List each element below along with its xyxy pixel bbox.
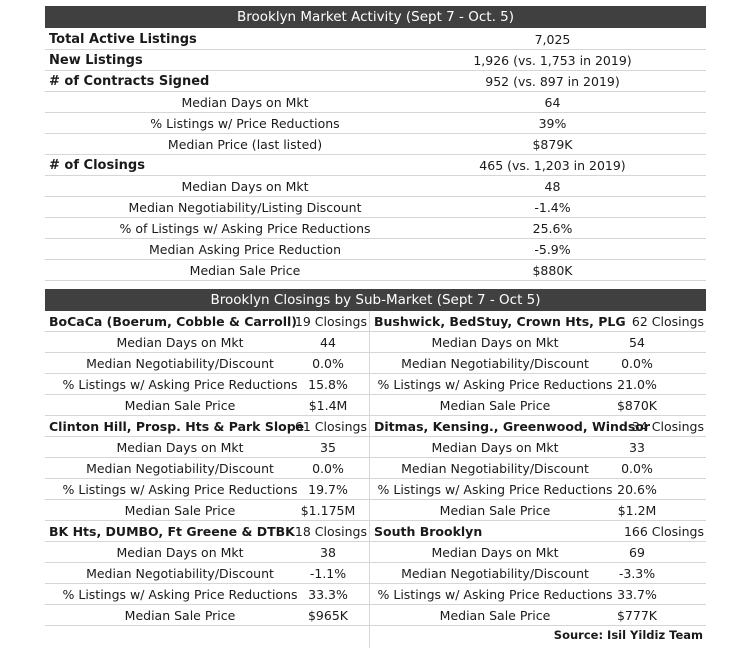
activity-row	[45, 218, 706, 239]
sub-market-block	[45, 521, 369, 626]
activity-label: Median Days on Mkt	[181, 179, 309, 194]
sub-market-name: South Brooklyn	[374, 524, 483, 539]
sub-market-metric-value: 44	[320, 335, 336, 350]
activity-value: 952 (vs. 897 in 2019)	[485, 74, 620, 89]
activity-row	[45, 155, 706, 176]
sub-market-metric-label: Median Sale Price	[439, 503, 551, 518]
sub-market-block	[370, 521, 706, 626]
activity-value: 7,025	[534, 32, 571, 47]
sub-market-metric-value: 20.6%	[617, 482, 657, 497]
activity-value: $880K	[532, 263, 573, 278]
sub-market-metric-label: Median Sale Price	[124, 503, 236, 518]
source-note: Source: Isil Yildiz Team	[553, 628, 703, 642]
sub-market-block	[45, 416, 369, 521]
sub-market-metric-value: $1.4M	[308, 398, 348, 413]
sub-market-metric-value: 33.7%	[617, 587, 657, 602]
activity-row	[45, 50, 706, 71]
market-activity-title: Brooklyn Market Activity (Sept 7 - Oct. 5)	[236, 9, 515, 25]
activity-row	[45, 239, 706, 260]
sub-market-metric-label: Median Days on Mkt	[116, 335, 244, 350]
sub-market-metric-value: 0.0%	[621, 356, 653, 371]
sub-market-metric-value: $777K	[616, 608, 657, 623]
sub-market-count: 166 Closings	[623, 524, 704, 539]
sub-market-metric-value: 54	[629, 335, 645, 350]
sub-market-block	[45, 311, 369, 416]
sub-market-metric-label: % Listings w/ Asking Price Reductions	[62, 482, 298, 497]
sub-market-metric-label: % Listings w/ Asking Price Reductions	[377, 482, 613, 497]
activity-row	[45, 113, 706, 134]
sub-market-metric-label: Median Negotiability/Discount	[401, 566, 589, 581]
sub-market-metric-value: $870K	[616, 398, 657, 413]
sub-market-metric-value: $1.175M	[300, 503, 356, 518]
sub-market-metric-value: 15.8%	[308, 377, 348, 392]
sub-market-metric-value: $1.2M	[617, 503, 657, 518]
sub-market-metric-label: Median Negotiability/Discount	[401, 461, 589, 476]
column-divider	[369, 311, 370, 648]
activity-value: -5.9%	[534, 242, 571, 257]
sub-market-name: BK Hts, DUMBO, Ft Greene & DTBK	[49, 524, 295, 539]
activity-value: $879K	[532, 137, 573, 152]
sub-market-metric-label: Median Negotiability/Discount	[401, 356, 589, 371]
activity-value: 1,926 (vs. 1,753 in 2019)	[473, 53, 632, 68]
sub-market-metric-value: 21.0%	[617, 377, 657, 392]
sub-market-metric-value: $965K	[307, 608, 348, 623]
sub-market-metric-value: 0.0%	[312, 356, 344, 371]
sub-market-metric-label: Median Days on Mkt	[431, 335, 559, 350]
activity-row	[45, 134, 706, 155]
activity-value: 25.6%	[532, 221, 573, 236]
activity-value: 48	[544, 179, 561, 194]
sub-market-metric-label: Median Negotiability/Discount	[86, 461, 274, 476]
activity-row	[45, 71, 706, 92]
sub-market-header	[45, 289, 706, 311]
sub-market-metric-label: Median Sale Price	[124, 608, 236, 623]
sub-market-name: BoCaCa (Boerum, Cobble & Carroll)	[49, 314, 298, 329]
sub-market-metric-value: 33.3%	[308, 587, 348, 602]
activity-label: # of Closings	[49, 158, 145, 173]
sub-market-metric-value: 69	[629, 545, 645, 560]
sub-market-metric-label: Median Days on Mkt	[431, 545, 559, 560]
sub-market-metric-label: Median Sale Price	[124, 398, 236, 413]
sub-market-metric-label: Median Sale Price	[439, 398, 551, 413]
sub-market-metric-value: 35	[320, 440, 336, 455]
activity-label: Median Days on Mkt	[181, 95, 309, 110]
sub-market-count: 18 Closings	[294, 524, 367, 539]
sub-market-metric-label: Median Negotiability/Discount	[86, 356, 274, 371]
activity-label: Median Sale Price	[189, 263, 301, 278]
sub-market-metric-value: -3.3%	[618, 566, 656, 581]
activity-label: Median Asking Price Reduction	[149, 242, 341, 257]
sub-market-block	[370, 416, 706, 521]
sub-market-metric-label: Median Negotiability/Discount	[86, 566, 274, 581]
market-activity-header	[45, 6, 706, 28]
activity-value: 64	[544, 95, 561, 110]
sub-market-metric-label: Median Days on Mkt	[431, 440, 559, 455]
sub-market-metric-value: 33	[629, 440, 645, 455]
activity-label: Total Active Listings	[49, 32, 197, 47]
sub-market-metric-value: 0.0%	[621, 461, 653, 476]
sub-market-metric-label: % Listings w/ Asking Price Reductions	[377, 377, 613, 392]
activity-row	[45, 176, 706, 197]
row-divider	[45, 280, 706, 281]
sub-market-metric-value: 38	[320, 545, 336, 560]
activity-row	[45, 197, 706, 218]
sub-market-metric-label: Median Sale Price	[439, 608, 551, 623]
activity-label: New Listings	[49, 53, 143, 68]
row-divider	[370, 625, 706, 626]
activity-label: % Listings w/ Price Reductions	[150, 116, 340, 131]
activity-row	[45, 92, 706, 113]
sub-market-name: Ditmas, Kensing., Greenwood, Windsor	[374, 419, 651, 434]
sub-market-name: Clinton Hill, Prosp. Hts & Park Slope	[49, 419, 305, 434]
activity-row	[45, 29, 706, 50]
activity-label: Median Negotiability/Listing Discount	[128, 200, 362, 215]
activity-value: 39%	[538, 116, 567, 131]
sub-market-count: 62 Closings	[631, 314, 704, 329]
activity-value: -1.4%	[534, 200, 571, 215]
sub-market-metric-label: Median Days on Mkt	[116, 440, 244, 455]
sub-market-name: Bushwick, BedStuy, Crown Hts, PLG	[374, 314, 626, 329]
sub-market-count: 61 Closings	[294, 419, 367, 434]
sub-market-count: 19 Closings	[294, 314, 367, 329]
activity-label: Median Price (last listed)	[167, 137, 323, 152]
activity-label: # of Contracts Signed	[49, 74, 210, 89]
sub-market-metric-value: 0.0%	[312, 461, 344, 476]
sub-market-block	[370, 311, 706, 416]
activity-row	[45, 260, 706, 281]
sub-market-metric-value: 19.7%	[308, 482, 348, 497]
sub-market-title: Brooklyn Closings by Sub-Market (Sept 7 - Oct 5)	[210, 292, 541, 308]
sub-market-metric-label: % Listings w/ Asking Price Reductions	[62, 587, 298, 602]
sub-market-metric-label: % Listings w/ Asking Price Reductions	[377, 587, 613, 602]
row-divider	[45, 625, 369, 626]
sub-market-metric-label: Median Days on Mkt	[116, 545, 244, 560]
sub-market-metric-value: -1.1%	[309, 566, 347, 581]
sub-market-metric-label: % Listings w/ Asking Price Reductions	[62, 377, 298, 392]
activity-value: 465 (vs. 1,203 in 2019)	[479, 158, 626, 173]
sub-market-count: 34 Closings	[631, 419, 704, 434]
activity-label: % of Listings w/ Asking Price Reductions	[119, 221, 371, 236]
